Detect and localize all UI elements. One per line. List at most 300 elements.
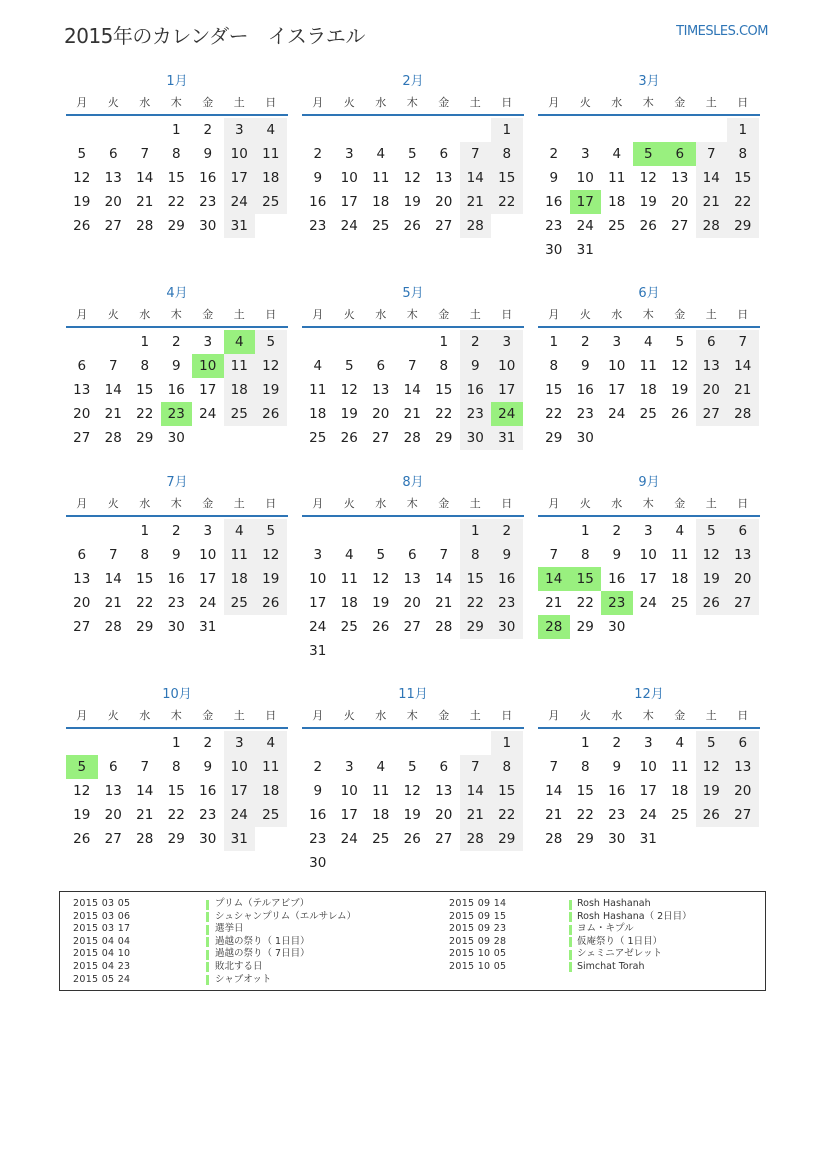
holiday-day-cell: 17 [570,190,602,214]
weekday-label: 月 [548,308,560,321]
day-cell: 18 [372,807,390,823]
day-cell: 30 [576,430,594,446]
weekday-label: 火 [107,709,119,722]
day-cell: 17 [309,595,327,611]
day-cell: 27 [104,218,122,234]
day-cell: 6 [439,146,449,162]
day-cell: 22 [491,803,523,827]
empty-cell [98,118,130,142]
weekday-label: 月 [548,709,560,722]
month-name: 3月 [638,74,660,89]
day-cell: 4 [376,759,386,775]
day-cell: 18 [671,571,689,587]
weekday-label: 火 [343,497,355,510]
day-cell: 10 [340,783,358,799]
day-cell: 27 [372,430,390,446]
holiday-list-right [449,898,749,974]
day-cell: 19 [255,378,287,402]
weekday-label: 水 [375,709,387,722]
day-grid [66,519,288,639]
day-cell: 13 [104,170,122,186]
empty-cell [302,330,334,354]
day-cell: 17 [340,807,358,823]
weekday-label: 金 [202,308,214,321]
weekday-label: 金 [438,308,450,321]
empty-cell [397,519,429,543]
holiday-name: Simchat Torah [577,960,645,972]
day-cell: 1 [727,118,759,142]
day-cell: 13 [372,382,390,398]
day-cell: 11 [224,354,256,378]
day-cell: 29 [136,430,154,446]
day-cell: 1 [140,523,150,539]
day-cell: 13 [435,170,453,186]
month-name: 5月 [402,286,424,301]
day-cell: 14 [136,783,154,799]
weekday-label: 木 [170,96,182,109]
day-cell: 31 [199,619,217,635]
weekday-label: 火 [107,308,119,321]
day-cell: 13 [727,755,759,779]
weekday-label: 日 [501,308,513,321]
day-cell: 4 [344,547,354,563]
day-cell: 22 [545,406,563,422]
day-cell: 11 [639,358,657,374]
day-cell: 3 [491,330,523,354]
day-cell: 8 [171,146,181,162]
day-cell: 26 [255,402,287,426]
weekday-label: 金 [674,497,686,510]
day-cell: 24 [309,619,327,635]
day-cell: 29 [491,827,523,851]
weekday-label: 月 [312,308,324,321]
day-cell: 20 [671,194,689,210]
day-cell: 17 [491,378,523,402]
weekday-label: 木 [642,709,654,722]
weekday-label: 金 [202,96,214,109]
holiday-marker [206,900,209,910]
day-cell: 13 [727,543,759,567]
weekday-header [302,493,524,517]
empty-cell [397,118,429,142]
day-cell: 18 [309,406,327,422]
empty-cell [460,118,492,142]
empty-cell [334,519,366,543]
month-block [302,72,524,238]
weekday-header [538,304,760,328]
day-cell: 26 [696,803,728,827]
day-cell: 20 [696,378,728,402]
day-cell: 4 [255,118,287,142]
day-cell: 3 [203,523,213,539]
weekday-label: 金 [438,497,450,510]
day-cell: 25 [255,190,287,214]
holiday-row [449,923,749,936]
day-cell: 8 [140,358,150,374]
holiday-marker [206,937,209,947]
day-cell: 30 [491,615,523,639]
day-cell: 16 [199,170,217,186]
weekday-label: 月 [76,308,88,321]
day-cell: 3 [203,334,213,350]
day-cell: 31 [224,827,256,851]
holiday-row [449,898,749,911]
day-cell: 15 [576,783,594,799]
day-cell: 27 [727,591,759,615]
day-grid [66,731,288,851]
day-cell: 8 [491,142,523,166]
weekday-label: 土 [233,308,245,321]
day-cell: 23 [576,406,594,422]
day-cell: 3 [313,547,323,563]
weekday-label: 金 [674,308,686,321]
holiday-marker [569,937,572,947]
empty-cell [538,118,570,142]
day-cell: 27 [104,831,122,847]
day-cell: 27 [403,619,421,635]
empty-cell [334,731,366,755]
day-cell: 4 [376,146,386,162]
empty-cell [334,118,366,142]
day-cell: 3 [643,523,653,539]
day-cell: 23 [309,831,327,847]
day-cell: 5 [77,146,87,162]
day-cell: 16 [608,571,626,587]
day-cell: 5 [376,547,386,563]
day-cell: 5 [407,146,417,162]
day-cell: 16 [309,807,327,823]
empty-cell [66,118,98,142]
holiday-row [73,974,433,987]
day-cell: 20 [104,194,122,210]
day-cell: 12 [340,382,358,398]
month-name: 4月 [166,286,188,301]
day-cell: 25 [255,803,287,827]
weekday-label: 火 [579,497,591,510]
empty-cell [129,118,161,142]
weekday-label: 月 [548,96,560,109]
weekday-label: 金 [202,497,214,510]
weekday-label: 土 [469,96,481,109]
day-cell: 27 [435,218,453,234]
day-cell: 23 [608,807,626,823]
day-cell: 16 [608,783,626,799]
empty-cell [428,519,460,543]
weekday-label: 木 [170,709,182,722]
day-cell: 9 [612,759,622,775]
day-cell: 25 [340,619,358,635]
day-cell: 10 [340,170,358,186]
day-cell: 9 [549,170,559,186]
empty-cell [129,731,161,755]
day-cell: 11 [340,571,358,587]
day-cell: 27 [435,831,453,847]
day-cell: 8 [171,759,181,775]
day-cell: 15 [136,382,154,398]
holiday-day-cell: 23 [161,402,193,426]
day-cell: 28 [460,214,492,238]
day-cell: 4 [675,735,685,751]
day-cell: 25 [372,831,390,847]
day-cell: 6 [696,330,728,354]
day-cell: 3 [612,334,622,350]
weekday-label: 木 [406,308,418,321]
day-cell: 12 [696,755,728,779]
day-cell: 2 [313,759,323,775]
day-cell: 14 [136,170,154,186]
day-cell: 19 [671,382,689,398]
day-cell: 27 [671,218,689,234]
day-cell: 6 [376,358,386,374]
holiday-date: 2015 03 05 [73,898,131,909]
weekday-label: 火 [107,96,119,109]
weekday-header [66,92,288,116]
day-grid [66,330,288,450]
holiday-name: 敗北する日 [215,960,263,972]
weekday-label: 火 [579,96,591,109]
day-cell: 14 [403,382,421,398]
day-cell: 26 [73,831,91,847]
day-cell: 26 [73,218,91,234]
day-cell: 5 [696,731,728,755]
empty-cell [538,519,570,543]
day-cell: 17 [639,571,657,587]
month-block [538,685,760,851]
day-cell: 6 [727,731,759,755]
day-cell: 31 [491,426,523,450]
weekday-label: 日 [265,308,277,321]
day-cell: 30 [460,426,492,450]
day-cell: 29 [545,430,563,446]
day-cell: 7 [727,330,759,354]
day-grid [302,519,524,663]
day-cell: 4 [643,334,653,350]
holiday-date: 2015 04 23 [73,960,131,972]
day-cell: 6 [108,759,118,775]
day-cell: 21 [136,194,154,210]
day-cell: 3 [344,146,354,162]
day-cell: 23 [199,194,217,210]
holiday-name: 仮庵祭り（ 1日目） [577,935,663,947]
day-cell: 17 [224,779,256,803]
weekday-header [66,705,288,729]
day-cell: 6 [77,547,87,563]
day-cell: 30 [608,831,626,847]
day-cell: 11 [608,170,626,186]
day-cell: 11 [255,142,287,166]
day-cell: 22 [136,595,154,611]
weekday-label: 土 [705,709,717,722]
holiday-date: 2015 04 04 [73,935,131,947]
day-cell: 9 [460,354,492,378]
empty-cell [664,118,696,142]
day-grid [538,519,760,639]
day-cell: 26 [696,591,728,615]
day-cell: 17 [608,382,626,398]
weekday-label: 火 [579,709,591,722]
holiday-row [449,948,749,961]
holiday-date: 2015 09 28 [449,935,507,947]
day-cell: 25 [309,430,327,446]
day-cell: 15 [491,166,523,190]
weekday-label: 土 [469,308,481,321]
day-cell: 11 [255,755,287,779]
day-cell: 21 [696,190,728,214]
day-cell: 11 [309,382,327,398]
empty-cell [601,118,633,142]
day-cell: 24 [639,595,657,611]
day-grid [66,118,288,238]
day-cell: 19 [696,779,728,803]
day-cell: 11 [372,170,390,186]
holiday-day-cell: 28 [538,615,570,639]
day-cell: 15 [167,783,185,799]
holiday-day-cell: 24 [491,402,523,426]
day-cell: 19 [639,194,657,210]
day-cell: 24 [224,190,256,214]
weekday-label: 木 [170,308,182,321]
day-cell: 8 [439,358,449,374]
day-cell: 27 [73,619,91,635]
holiday-name: 過越の祭り（ 1日目） [215,935,310,947]
holiday-date: 2015 09 23 [449,923,507,935]
weekday-label: 水 [611,308,623,321]
empty-cell [365,118,397,142]
day-cell: 29 [576,619,594,635]
holiday-row [73,923,433,936]
day-cell: 15 [136,571,154,587]
day-cell: 9 [580,358,590,374]
day-cell: 10 [576,170,594,186]
weekday-label: 日 [265,96,277,109]
day-cell: 18 [224,567,256,591]
day-cell: 13 [73,571,91,587]
day-cell: 13 [73,382,91,398]
holiday-row [449,911,749,924]
weekday-label: 木 [406,497,418,510]
day-cell: 31 [639,831,657,847]
weekday-label: 木 [170,497,182,510]
holiday-marker [569,900,572,910]
day-cell: 14 [460,779,492,803]
day-cell: 14 [460,166,492,190]
empty-cell [98,330,130,354]
empty-cell [365,731,397,755]
holiday-name: 選挙日 [215,923,244,935]
day-cell: 2 [171,334,181,350]
weekday-label: 土 [233,709,245,722]
day-cell: 30 [608,619,626,635]
day-cell: 8 [580,547,590,563]
day-cell: 17 [224,166,256,190]
brand-link[interactable]: TIMESLES.COM [676,24,768,39]
day-cell: 6 [727,519,759,543]
day-cell: 16 [167,571,185,587]
day-cell: 22 [167,194,185,210]
empty-cell [302,519,334,543]
day-cell: 25 [639,406,657,422]
day-cell: 12 [639,170,657,186]
day-cell: 21 [104,406,122,422]
holiday-day-cell: 10 [192,354,224,378]
day-cell: 10 [491,354,523,378]
month-name: 2月 [402,74,424,89]
weekday-label: 金 [674,709,686,722]
weekday-header [302,705,524,729]
weekday-label: 土 [705,96,717,109]
weekday-label: 水 [611,96,623,109]
empty-cell [696,118,728,142]
month-name: 11月 [398,687,428,702]
day-cell: 22 [460,591,492,615]
holiday-row [73,936,433,949]
day-grid [302,330,524,450]
day-cell: 23 [545,218,563,234]
day-cell: 22 [576,807,594,823]
day-cell: 12 [73,783,91,799]
day-cell: 2 [491,519,523,543]
day-cell: 22 [727,190,759,214]
day-cell: 1 [140,334,150,350]
month-name: 7月 [166,475,188,490]
day-grid [302,118,524,238]
weekday-label: 火 [343,96,355,109]
day-cell: 2 [612,735,622,751]
day-cell: 3 [580,146,590,162]
day-cell: 11 [224,543,256,567]
day-cell: 5 [696,519,728,543]
day-cell: 30 [199,218,217,234]
page-title: 2015年のカレンダー イスラエル [64,24,365,48]
day-cell: 24 [576,218,594,234]
holiday-date: 2015 09 15 [449,910,507,922]
empty-cell [98,519,130,543]
holiday-name: 過越の祭り（ 7日目） [215,948,310,960]
weekday-label: 土 [469,709,481,722]
empty-cell [66,731,98,755]
day-cell: 15 [727,166,759,190]
day-cell: 7 [549,547,559,563]
day-cell: 6 [439,759,449,775]
empty-cell [302,731,334,755]
day-cell: 2 [460,330,492,354]
day-cell: 24 [639,807,657,823]
day-cell: 9 [313,170,323,186]
weekday-label: 日 [501,96,513,109]
day-cell: 16 [460,378,492,402]
day-cell: 8 [140,547,150,563]
day-cell: 10 [639,759,657,775]
day-cell: 19 [403,194,421,210]
holiday-date: 2015 09 14 [449,898,507,909]
day-cell: 4 [612,146,622,162]
day-cell: 16 [491,567,523,591]
holiday-name: シャブオット [215,973,272,985]
weekday-label: 火 [579,308,591,321]
day-cell: 13 [403,571,421,587]
holiday-marker [206,912,209,922]
month-block [302,284,524,450]
day-cell: 27 [727,803,759,827]
day-cell: 19 [255,567,287,591]
weekday-label: 日 [501,497,513,510]
holiday-list [59,891,766,991]
day-cell: 10 [639,547,657,563]
weekday-label: 水 [611,497,623,510]
day-cell: 7 [549,759,559,775]
day-cell: 23 [309,218,327,234]
holiday-marker [569,912,572,922]
